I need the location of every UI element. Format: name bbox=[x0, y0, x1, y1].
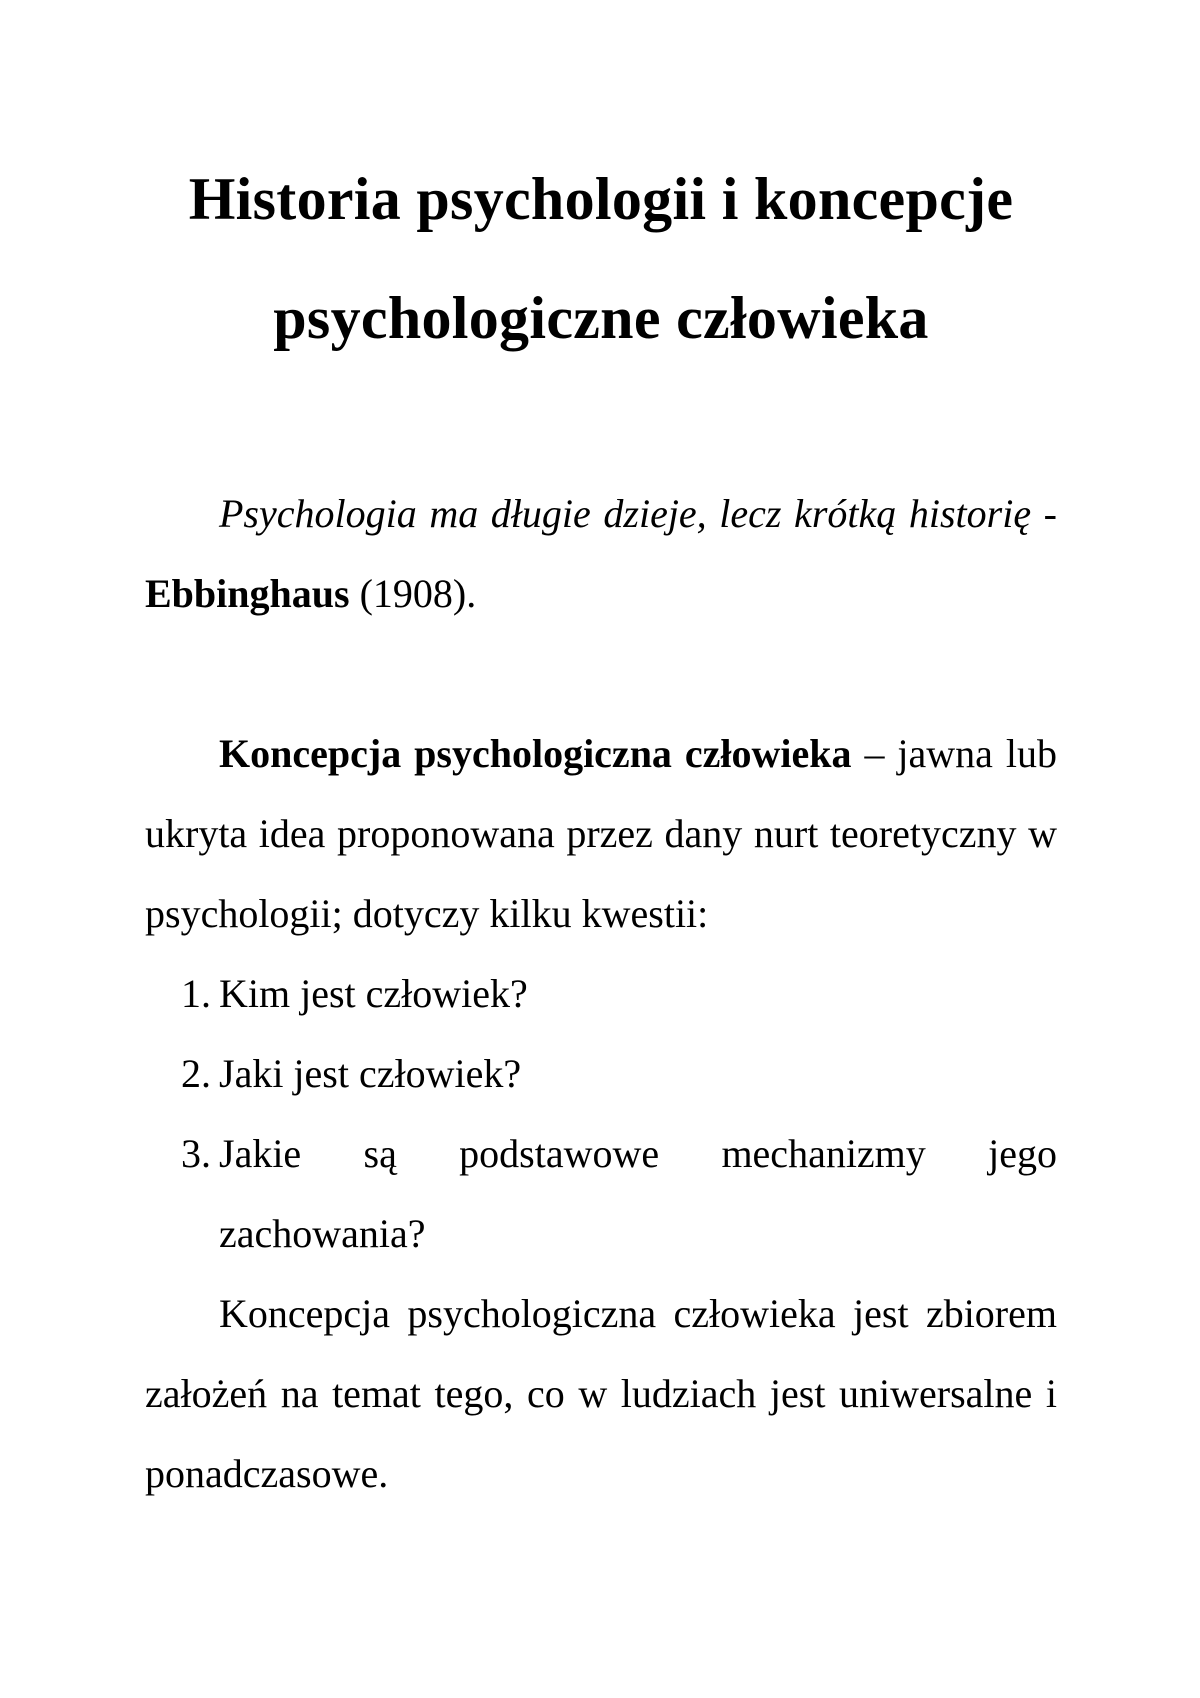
definition-paragraph bbox=[145, 714, 1057, 954]
list-item-text: Kim jest człowiek? bbox=[219, 971, 528, 1016]
quote-text: Psychologia ma długie dzieje, lecz krótką historię bbox=[219, 491, 1032, 536]
quote-paragraph bbox=[145, 474, 1057, 634]
document-page bbox=[145, 0, 1057, 1514]
summary-paragraph: Koncepcja psychologiczna człowieka jest zbiorem założeń na temat tego, co w ludziach jest uniwersalne i ponadczasowe. bbox=[145, 1291, 1057, 1496]
list-item bbox=[145, 1034, 1057, 1114]
title-line-1: Historia psychologii i koncepcje bbox=[188, 166, 1014, 232]
list-item-number: 1. bbox=[181, 971, 211, 1016]
list-item-text: Jaki jest człowiek? bbox=[219, 1051, 522, 1096]
list-item-number: 3. bbox=[181, 1131, 211, 1176]
list-item bbox=[145, 954, 1057, 1034]
list-item-text: Jakie są podstawowe mechanizmy jego zachowania? bbox=[219, 1131, 1057, 1256]
questions-list bbox=[145, 954, 1057, 1274]
definition-text: – jawna lub ukryta idea proponowana przez dany nurt teoretyczny w psychologii; dotyczy kilku kwestii: bbox=[145, 731, 1057, 936]
quote-separator: - bbox=[1031, 491, 1057, 536]
quote-year: (1908). bbox=[349, 571, 477, 616]
page-title bbox=[145, 0, 1057, 378]
quote-author: Ebbinghaus bbox=[145, 571, 350, 616]
title-line-2: psychologiczne człowieka bbox=[273, 285, 929, 351]
list-item bbox=[145, 1114, 1057, 1274]
definition-term: Koncepcja psychologiczna człowieka bbox=[219, 731, 852, 776]
list-item-number: 2. bbox=[181, 1051, 211, 1096]
